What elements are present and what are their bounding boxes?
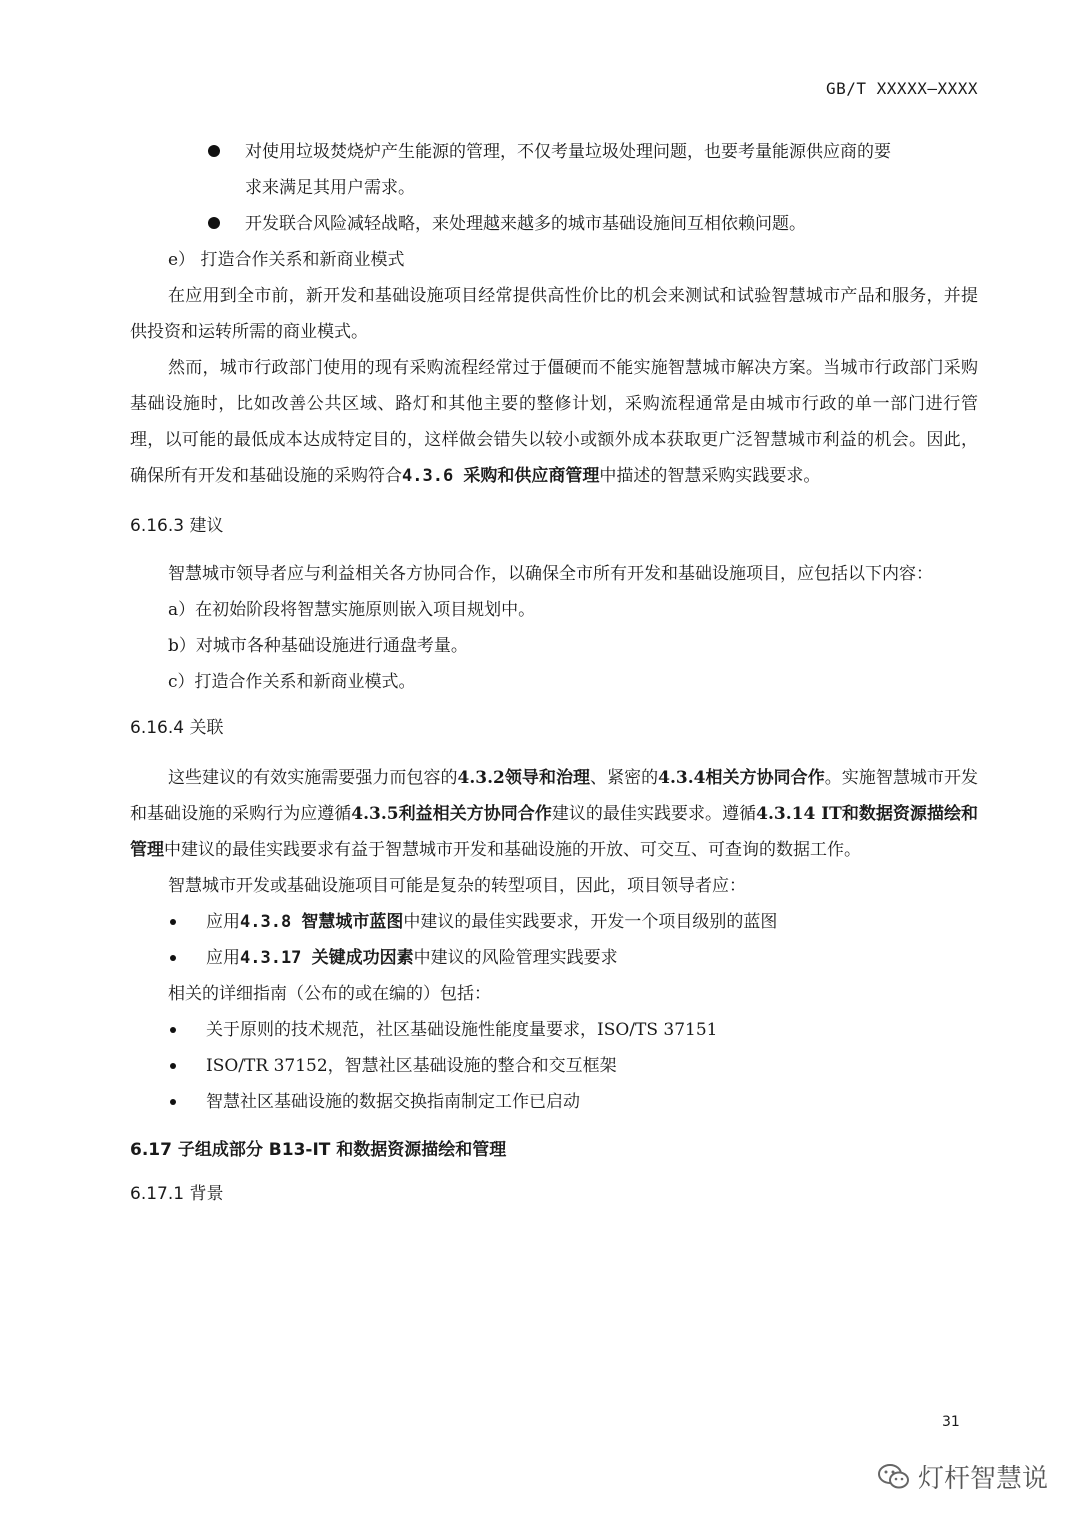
section-heading-6-17: 6.17 子组成部分 B13-IT 和数据资源描绘和管理	[130, 1140, 507, 1160]
section-reference: 4.3.4相关方协同合作	[658, 768, 825, 788]
paragraph: 智慧城市开发或基础设施项目可能是复杂的转型项目，因此，项目领导者应：	[168, 876, 746, 896]
bullet-dot-icon	[170, 919, 176, 925]
watermark-text: 灯杆智慧说	[918, 1464, 1049, 1494]
bullet-dot-icon	[208, 217, 220, 229]
section-reference: 4.3.6 采购和供应商管理	[402, 466, 600, 486]
section-reference: 4.3.17 关键成功因素	[240, 948, 414, 968]
bullet-text: 中建议的风险管理实践要求	[413, 948, 618, 968]
paragraph-text: 建议的最佳实践要求。遵循	[551, 804, 757, 824]
section-reference: 4.3.8 智慧城市蓝图	[240, 912, 404, 932]
paragraph-text: 、紧密的	[590, 768, 659, 788]
bullet-item	[130, 904, 978, 940]
bullet-dot-icon	[208, 145, 220, 157]
paragraph-text: 这些建议的有效实施需要强力而包容的	[168, 768, 458, 788]
bullet-text: 应用	[206, 948, 240, 968]
paragraph: 相关的详细指南（公布的或在编的）包括：	[168, 984, 491, 1004]
bullet-text: 对使用垃圾焚烧炉产生能源的管理，不仅考量垃圾处理问题，也要考量能源供应商的要	[245, 142, 891, 162]
standard-code: GB/T XXXXX—XXXX	[826, 79, 978, 98]
bullet-text-cont: 求来满足其用户需求。	[245, 178, 415, 198]
bullet-item	[130, 1084, 978, 1120]
bullet-dot-icon	[170, 955, 176, 961]
paragraph	[130, 760, 978, 868]
section-heading-6-17-1: 6.17.1 背景	[130, 1184, 224, 1204]
section-reference: 4.3.14 IT和数据资源描绘和管理	[130, 804, 978, 860]
section-reference: 4.3.2领导和治理	[457, 768, 591, 788]
bullet-text: 智慧社区基础设施的数据交换指南制定工作已启动	[206, 1092, 580, 1112]
bullet-text: 开发联合风险减轻战略，来处理越来越多的城市基础设施间互相依赖问题。	[245, 214, 806, 234]
paragraph: 智慧城市领导者应与利益相关各方协同合作，以确保全市所有开发和基础设施项目，应包括以下内容：	[168, 564, 933, 584]
wechat-icon	[878, 1463, 910, 1491]
paragraph: 在应用到全市前，新开发和基础设施项目经常提供高性价比的机会来测试和试验智慧城市产品和服务，并提供投资和运转所需的商业模式。	[130, 286, 978, 342]
bullet-item	[130, 1048, 978, 1084]
paragraph-text: 中建议的最佳实践要求有益于智慧城市开发和基础设施的开放、可交互、可查询的数据工作。	[164, 840, 861, 860]
paragraph	[130, 350, 978, 494]
bullet-item	[130, 134, 978, 206]
bullet-text: ISO/TR 37152，智慧社区基础设施的整合和交互框架	[206, 1056, 617, 1076]
bullet-item	[130, 940, 978, 976]
bullet-text: 应用	[206, 912, 240, 932]
list-item-e: e） 打造合作关系和新商业模式	[168, 250, 405, 270]
section-reference: 4.3.5利益相关方协同合作	[351, 804, 552, 824]
bullet-dot-icon	[170, 1027, 176, 1033]
bullet-text: 中建议的最佳实践要求，开发一个项目级别的蓝图	[403, 912, 778, 932]
watermark	[878, 1458, 1048, 1495]
section-heading-6-16-3: 6.16.3 建议	[130, 516, 224, 536]
list-item-b: b）对城市各种基础设施进行通盘考量。	[168, 636, 468, 656]
section-heading-6-16-4: 6.16.4 关联	[130, 718, 224, 738]
bullet-item	[130, 206, 978, 242]
bullet-dot-icon	[170, 1063, 176, 1069]
paragraph-text: 然而，城市行政部门使用的现有采购流程经常过于僵硬而不能实施智慧城市解决方案。当城市行政部门采购基础设施时，比如改善公共区域、路灯和其他主要的整修计划，采购流程通常是由城市行政的单一部门进行管理，以可能的最低成本达成特定目的，这样做会错失以较小或额外成本获取更广泛智慧城市利益的机会。因此，确保所有开发和基础设施的采购符合	[130, 358, 978, 486]
bullet-dot-icon	[170, 1099, 176, 1105]
list-item-a: a）在初始阶段将智慧实施原则嵌入项目规划中。	[168, 600, 536, 620]
page-content	[130, 134, 978, 1212]
paragraph-text: 中描述的智慧采购实践要求。	[599, 466, 821, 486]
bullet-item	[130, 1012, 978, 1048]
paragraph-text: 。实施智慧城市开发和基础设施的采购行为应遵循	[130, 768, 978, 824]
page-number: 31	[942, 1414, 960, 1430]
bullet-text: 关于原则的技术规范，社区基础设施性能度量要求，ISO/TS 37151	[206, 1020, 718, 1040]
list-item-c: c）打造合作关系和新商业模式。	[168, 672, 416, 692]
